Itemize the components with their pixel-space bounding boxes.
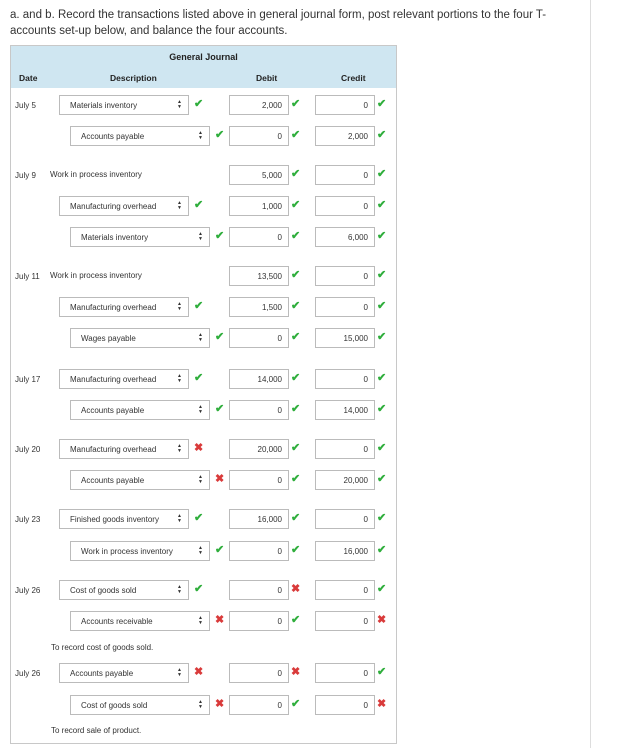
account-select[interactable] [59, 439, 189, 459]
check-icon: ✔ [377, 269, 387, 281]
account-text: Work in process inventory [50, 170, 142, 179]
description-column-header: Description [110, 73, 157, 83]
check-icon: ✔ [215, 544, 225, 556]
select-arrows-icon: ▲ ▼ [177, 200, 182, 211]
account-select[interactable] [70, 611, 210, 631]
debit-input[interactable] [229, 95, 289, 115]
check-icon: ✔ [377, 512, 387, 524]
check-icon: ✔ [194, 583, 204, 595]
account-select[interactable] [59, 369, 189, 389]
check-icon: ✔ [377, 168, 387, 180]
account-select[interactable] [59, 580, 189, 600]
debit-value: 1,500 [261, 303, 282, 312]
debit-value: 1,000 [261, 202, 282, 211]
check-icon: ✔ [377, 403, 387, 415]
check-icon: ✔ [291, 372, 301, 384]
journal-row [11, 541, 396, 561]
check-icon: ✔ [215, 230, 225, 242]
debit-value: 5,000 [261, 171, 282, 180]
credit-input[interactable] [315, 297, 375, 317]
entry-date: July 20 [15, 445, 41, 454]
check-icon: ✔ [377, 300, 387, 312]
journal-row [11, 165, 396, 185]
entry-date: July 26 [15, 669, 41, 678]
journal-header [11, 46, 396, 88]
select-arrows-icon: ▲ ▼ [198, 615, 203, 626]
journal-title: General Journal [169, 52, 238, 62]
check-icon: ✔ [377, 230, 387, 242]
credit-value: 0 [363, 669, 368, 678]
credit-input[interactable] [315, 611, 375, 631]
account-select-value: Manufacturing overhead [70, 202, 157, 211]
select-arrows-icon: ▲ ▼ [177, 584, 182, 595]
check-icon: ✔ [291, 614, 301, 626]
credit-input[interactable] [315, 509, 375, 529]
entry-date: July 9 [15, 171, 36, 180]
journal-row [11, 95, 396, 115]
credit-input[interactable] [315, 126, 375, 146]
account-select-value: Work in process inventory [81, 547, 173, 556]
credit-input[interactable] [315, 541, 375, 561]
credit-value: 15,000 [343, 334, 368, 343]
debit-input[interactable] [229, 196, 289, 216]
general-journal [10, 45, 397, 744]
credit-value: 20,000 [343, 476, 368, 485]
journal-row [11, 266, 396, 286]
credit-value: 0 [363, 586, 368, 595]
credit-input[interactable] [315, 400, 375, 420]
check-icon: ✔ [291, 544, 301, 556]
credit-input[interactable] [315, 439, 375, 459]
account-select[interactable] [59, 196, 189, 216]
account-select-value: Accounts payable [81, 132, 145, 141]
debit-value: 14,000 [257, 375, 282, 384]
debit-input[interactable] [229, 439, 289, 459]
entry-date: July 11 [15, 272, 40, 281]
account-select-value: Materials inventory [70, 101, 138, 110]
credit-input[interactable] [315, 227, 375, 247]
debit-input[interactable] [229, 611, 289, 631]
select-arrows-icon: ▲ ▼ [177, 513, 182, 524]
debit-input[interactable] [229, 541, 289, 561]
credit-input[interactable] [315, 663, 375, 683]
debit-value: 0 [277, 476, 282, 485]
debit-input[interactable] [229, 266, 289, 286]
check-icon: ✔ [377, 331, 387, 343]
debit-value: 0 [277, 547, 282, 556]
check-icon: ✔ [291, 512, 301, 524]
select-arrows-icon: ▲ ▼ [198, 332, 203, 343]
account-select-value: Finished goods inventory [70, 515, 159, 524]
cross-icon: ✖ [291, 583, 301, 595]
debit-input[interactable] [229, 165, 289, 185]
credit-value: 0 [363, 617, 368, 626]
check-icon: ✔ [291, 331, 301, 343]
entry-date: July 26 [15, 586, 41, 595]
debit-value: 16,000 [257, 515, 282, 524]
credit-value: 2,000 [347, 132, 368, 141]
account-text: Work in process inventory [50, 271, 142, 280]
check-icon: ✔ [215, 403, 225, 415]
credit-input[interactable] [315, 266, 375, 286]
debit-value: 0 [277, 617, 282, 626]
select-arrows-icon: ▲ ▼ [198, 130, 203, 141]
check-icon: ✔ [291, 230, 301, 242]
select-arrows-icon: ▲ ▼ [198, 474, 203, 485]
credit-value: 14,000 [343, 406, 368, 415]
check-icon: ✔ [291, 300, 301, 312]
cross-icon: ✖ [215, 614, 225, 626]
journal-row [11, 297, 396, 317]
credit-value: 0 [363, 171, 368, 180]
credit-value: 0 [363, 515, 368, 524]
select-arrows-icon: ▲ ▼ [198, 545, 203, 556]
credit-input[interactable] [315, 95, 375, 115]
cross-icon: ✖ [215, 698, 225, 710]
credit-input[interactable] [315, 196, 375, 216]
debit-value: 20,000 [257, 445, 282, 454]
account-select[interactable] [70, 541, 210, 561]
check-icon: ✔ [377, 544, 387, 556]
debit-value: 0 [277, 669, 282, 678]
journal-row [11, 580, 396, 600]
credit-input[interactable] [315, 580, 375, 600]
credit-value: 0 [363, 101, 368, 110]
account-select[interactable] [70, 695, 210, 715]
account-select-value: Cost of goods sold [70, 586, 137, 595]
journal-row [11, 439, 396, 459]
account-select-value: Accounts receivable [81, 617, 153, 626]
check-icon: ✔ [377, 98, 387, 110]
account-select[interactable] [70, 328, 210, 348]
entry-date: July 5 [15, 101, 36, 110]
account-select-value: Wages payable [81, 334, 136, 343]
check-icon: ✔ [377, 473, 387, 485]
instructions-text: a. and b. Record the transactions listed above in general journal form, post relevant portions to the four T-accounts set-up below, and balance the four accounts. [10, 9, 547, 37]
debit-value: 0 [277, 233, 282, 242]
debit-value: 0 [277, 334, 282, 343]
credit-value: 0 [363, 701, 368, 710]
account-select-value: Accounts payable [81, 406, 145, 415]
debit-input[interactable] [229, 509, 289, 529]
journal-row [11, 328, 396, 348]
credit-value: 0 [363, 375, 368, 384]
check-icon: ✔ [194, 372, 204, 384]
entry-date: July 23 [15, 515, 41, 524]
debit-value: 0 [277, 701, 282, 710]
journal-note: To record sale of product. [51, 726, 142, 735]
credit-value: 0 [363, 303, 368, 312]
credit-input[interactable] [315, 369, 375, 389]
select-arrows-icon: ▲ ▼ [198, 231, 203, 242]
account-select-value: Cost of goods sold [81, 701, 148, 710]
journal-row [11, 509, 396, 529]
debit-input[interactable] [229, 663, 289, 683]
debit-value: 13,500 [257, 272, 282, 281]
select-arrows-icon: ▲ ▼ [177, 373, 182, 384]
journal-row [11, 126, 396, 146]
journal-row [11, 470, 396, 490]
journal-row [11, 227, 396, 247]
debit-column-header: Debit [256, 73, 278, 83]
account-select-value: Manufacturing overhead [70, 303, 157, 312]
check-icon: ✔ [194, 98, 204, 110]
debit-value: 2,000 [261, 101, 282, 110]
check-icon: ✔ [215, 129, 225, 141]
check-icon: ✔ [194, 199, 204, 211]
account-select[interactable] [59, 663, 189, 683]
select-arrows-icon: ▲ ▼ [177, 99, 182, 110]
credit-input[interactable] [315, 165, 375, 185]
check-icon: ✔ [291, 168, 301, 180]
account-select[interactable] [59, 297, 189, 317]
select-arrows-icon: ▲ ▼ [177, 301, 182, 312]
debit-input[interactable] [229, 328, 289, 348]
check-icon: ✔ [291, 442, 301, 454]
check-icon: ✔ [291, 403, 301, 415]
account-select-value: Materials inventory [81, 233, 149, 242]
check-icon: ✔ [291, 269, 301, 281]
credit-column-header: Credit [341, 73, 366, 83]
check-icon: ✔ [377, 372, 387, 384]
account-select[interactable] [70, 227, 210, 247]
journal-note: To record cost of goods sold. [51, 643, 154, 652]
select-arrows-icon: ▲ ▼ [198, 404, 203, 415]
journal-row [11, 663, 396, 683]
account-select-value: Accounts payable [81, 476, 145, 485]
debit-input[interactable] [229, 227, 289, 247]
credit-value: 0 [363, 202, 368, 211]
check-icon: ✔ [377, 199, 387, 211]
check-icon: ✔ [291, 98, 301, 110]
check-icon: ✔ [291, 129, 301, 141]
credit-input[interactable] [315, 695, 375, 715]
credit-value: 0 [363, 445, 368, 454]
check-icon: ✔ [291, 199, 301, 211]
debit-input[interactable] [229, 695, 289, 715]
cross-icon: ✖ [194, 442, 204, 454]
select-arrows-icon: ▲ ▼ [177, 443, 182, 454]
select-arrows-icon: ▲ ▼ [198, 699, 203, 710]
check-icon: ✔ [194, 512, 204, 524]
debit-input[interactable] [229, 297, 289, 317]
debit-input[interactable] [229, 400, 289, 420]
credit-value: 6,000 [347, 233, 368, 242]
account-select[interactable] [59, 95, 189, 115]
cross-icon: ✖ [215, 473, 225, 485]
cross-icon: ✖ [377, 614, 387, 626]
cross-icon: ✖ [194, 666, 204, 678]
debit-input[interactable] [229, 580, 289, 600]
debit-value: 0 [277, 586, 282, 595]
check-icon: ✔ [377, 666, 387, 678]
debit-value: 0 [277, 132, 282, 141]
account-select-value: Manufacturing overhead [70, 375, 157, 384]
account-select[interactable] [70, 470, 210, 490]
check-icon: ✔ [377, 129, 387, 141]
account-select-value: Accounts payable [70, 669, 134, 678]
debit-input[interactable] [229, 470, 289, 490]
date-column-header: Date [19, 73, 38, 83]
journal-row [11, 611, 396, 631]
account-select[interactable] [70, 126, 210, 146]
account-select[interactable] [59, 509, 189, 529]
cross-icon: ✖ [291, 666, 301, 678]
check-icon: ✔ [215, 331, 225, 343]
journal-row [11, 400, 396, 420]
journal-row [11, 369, 396, 389]
check-icon: ✔ [291, 473, 301, 485]
debit-input[interactable] [229, 126, 289, 146]
account-select-value: Manufacturing overhead [70, 445, 157, 454]
cross-icon: ✖ [377, 698, 387, 710]
credit-input[interactable] [315, 328, 375, 348]
check-icon: ✔ [194, 300, 204, 312]
journal-row [11, 196, 396, 216]
right-panel [590, 0, 630, 748]
credit-value: 0 [363, 272, 368, 281]
check-icon: ✔ [291, 698, 301, 710]
check-icon: ✔ [377, 583, 387, 595]
credit-value: 16,000 [343, 547, 368, 556]
debit-input[interactable] [229, 369, 289, 389]
debit-value: 0 [277, 406, 282, 415]
check-icon: ✔ [377, 442, 387, 454]
journal-row [11, 695, 396, 715]
entry-date: July 17 [15, 375, 41, 384]
credit-input[interactable] [315, 470, 375, 490]
account-select[interactable] [70, 400, 210, 420]
select-arrows-icon: ▲ ▼ [177, 667, 182, 678]
